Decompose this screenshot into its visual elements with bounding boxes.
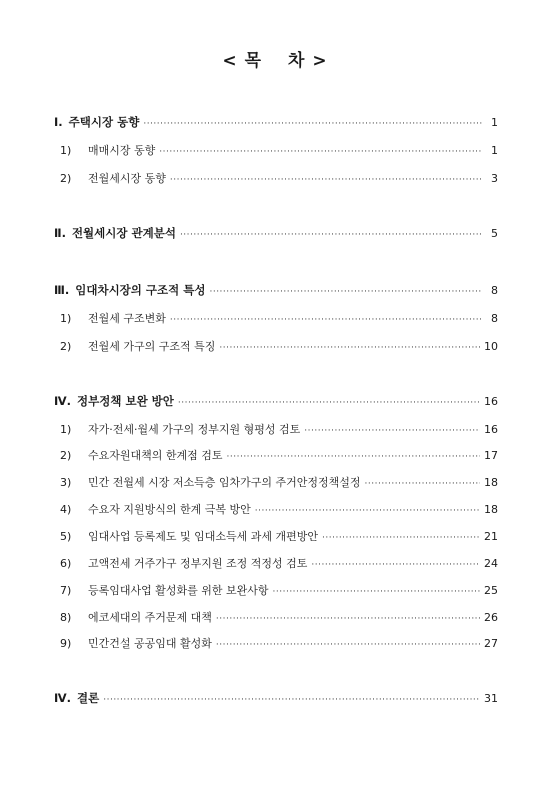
toc-section-conclusion[interactable]: [54, 690, 498, 708]
page-number: 3: [491, 172, 498, 185]
item-number: 1): [60, 312, 72, 325]
section-number: Ⅳ.: [54, 691, 72, 705]
dot-leader: [304, 423, 480, 439]
section-number: Ⅱ.: [54, 226, 66, 240]
item-number: 2): [60, 172, 72, 185]
page-number: 26: [484, 611, 498, 624]
title-word-2: 차: [288, 51, 306, 71]
dot-leader: [178, 395, 480, 411]
item-label: 고액전세 거주가구 정부지원 조정 적정성 검토: [88, 557, 308, 570]
toc-item[interactable]: [60, 502, 498, 519]
page-number: 24: [484, 557, 498, 570]
section-number: Ⅲ.: [54, 283, 70, 297]
toc-item[interactable]: [60, 422, 498, 439]
page-number: 16: [484, 423, 498, 436]
item-number: 9): [60, 637, 72, 650]
item-number: 1): [60, 144, 72, 157]
toc-item[interactable]: [60, 610, 498, 627]
item-label: 자가·전세·월세 가구의 정부지원 형평성 검토: [88, 423, 301, 436]
toc-section-3[interactable]: [54, 282, 498, 300]
dot-leader: [209, 284, 482, 300]
item-label: 수요자원대책의 한계점 검토: [88, 449, 223, 462]
page-number: 27: [484, 637, 498, 650]
section-label: 결론: [77, 691, 100, 705]
item-number: 7): [60, 584, 72, 597]
dot-leader: [255, 503, 480, 519]
dot-leader: [311, 557, 480, 573]
dot-leader: [273, 584, 480, 600]
page-number: 21: [484, 530, 498, 543]
toc-item[interactable]: [60, 636, 498, 653]
page-number: 10: [484, 340, 498, 353]
item-label: 매매시장 동향: [88, 144, 156, 157]
toc-item[interactable]: [60, 448, 498, 465]
section-number: Ⅰ.: [54, 115, 63, 129]
dot-leader: [227, 449, 480, 465]
toc-item[interactable]: [60, 143, 498, 160]
dot-leader: [216, 611, 480, 627]
item-number: 5): [60, 530, 72, 543]
page-number: 8: [491, 284, 498, 297]
toc-section-1[interactable]: [54, 114, 498, 132]
item-label: 등록임대사업 활성화를 위한 보완사항: [88, 584, 269, 597]
dot-leader: [180, 227, 482, 243]
dot-leader: [170, 312, 482, 328]
item-label: 임대사업 등록제도 및 임대소득세 과세 개편방안: [88, 530, 319, 543]
page-number: 5: [491, 227, 498, 240]
page-number: 1: [491, 144, 498, 157]
item-number: 1): [60, 423, 72, 436]
dot-leader: [365, 476, 480, 492]
toc-item[interactable]: [60, 556, 498, 573]
title-word-1: 목: [244, 51, 262, 71]
page-number: 8: [491, 312, 498, 325]
item-number: 4): [60, 503, 72, 516]
toc-section-2[interactable]: [54, 225, 498, 243]
page-number: 25: [484, 584, 498, 597]
section-label: 임대차시장의 구조적 특성: [75, 283, 206, 297]
item-label: 전월세 가구의 구조적 특징: [88, 340, 216, 353]
page-number: 18: [484, 476, 498, 489]
item-label: 민간건설 공공임대 활성화: [88, 637, 212, 650]
page-number: 31: [484, 692, 498, 705]
title-open-bracket: <: [222, 51, 238, 71]
title-close-bracket: >: [312, 51, 328, 71]
item-number: 3): [60, 476, 72, 489]
dot-leader: [143, 116, 482, 132]
page-number: 1: [491, 116, 498, 129]
dot-leader: [103, 692, 480, 708]
toc-item[interactable]: [60, 475, 498, 492]
page-number: 17: [484, 449, 498, 462]
page-number: 18: [484, 503, 498, 516]
item-number: 2): [60, 449, 72, 462]
item-number: 8): [60, 611, 72, 624]
toc-item[interactable]: [60, 339, 498, 356]
item-label: 전월세 구조변화: [88, 312, 166, 325]
dot-leader: [216, 637, 480, 653]
dot-leader: [159, 144, 482, 160]
section-number: Ⅳ.: [54, 394, 72, 408]
toc-section-4[interactable]: [54, 393, 498, 411]
item-label: 에코세대의 주거문제 대책: [88, 611, 212, 624]
toc-item[interactable]: [60, 171, 498, 188]
item-number: 6): [60, 557, 72, 570]
item-label: 수요자 지원방식의 한계 극복 방안: [88, 503, 251, 516]
toc-item[interactable]: [60, 311, 498, 328]
section-label: 정부정책 보완 방안: [77, 394, 174, 408]
page-number: 16: [484, 395, 498, 408]
dot-leader: [170, 172, 482, 188]
item-label: 전월세시장 동향: [88, 172, 166, 185]
dot-leader: [322, 530, 480, 546]
dot-leader: [219, 340, 480, 356]
section-label: 전월세시장 관계분석: [71, 226, 176, 240]
item-label: 민간 전월세 시장 저소득층 임차가구의 주거안정정책설정: [88, 476, 361, 489]
toc-item[interactable]: [60, 529, 498, 546]
item-number: 2): [60, 340, 72, 353]
toc-item[interactable]: [60, 583, 498, 600]
section-label: 주택시장 동향: [68, 115, 140, 129]
